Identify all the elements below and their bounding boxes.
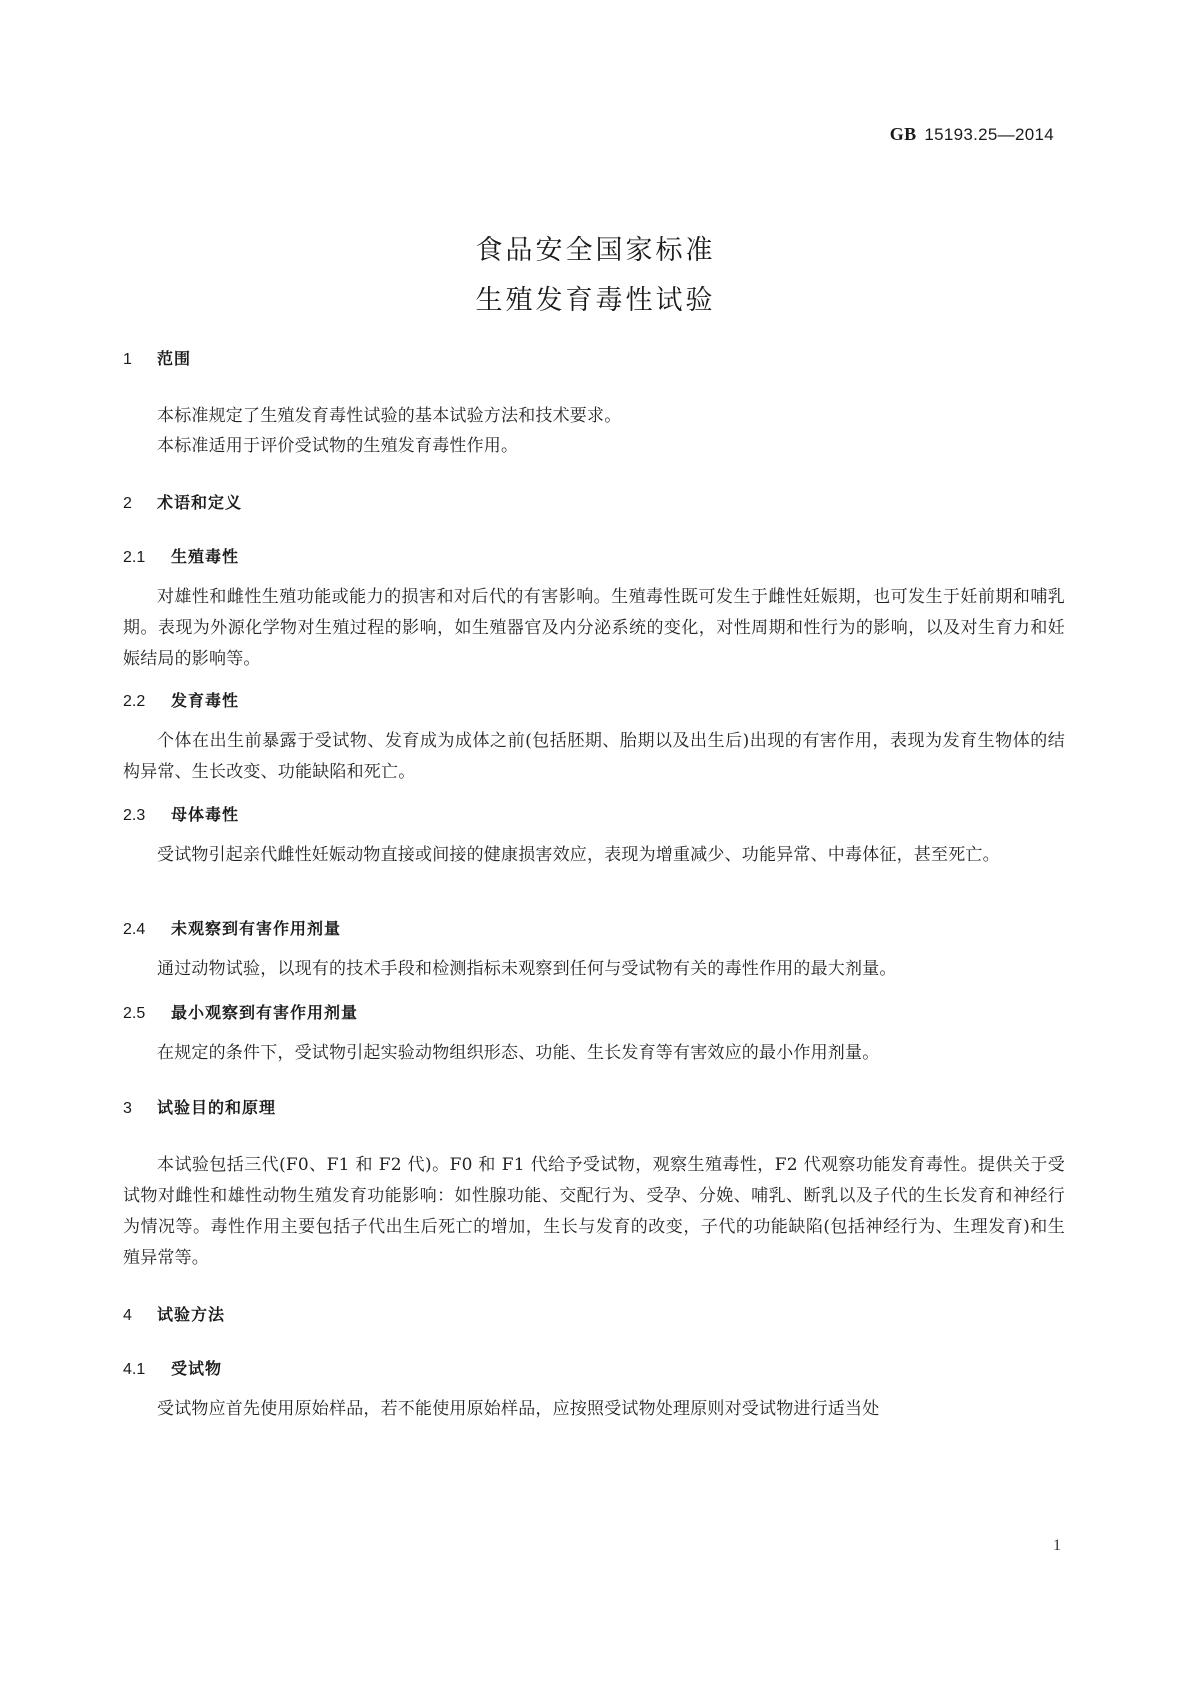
paragraph-2-5: 在规定的条件下，受试物引起实验动物组织形态、功能、生长发育等有害效应的最小作用剂量。 (157, 1043, 880, 1063)
section-heading-1 (123, 346, 191, 369)
section-title: 受试物 (171, 1359, 223, 1378)
section-heading-2-1 (123, 544, 239, 567)
section-heading-4-1 (123, 1356, 222, 1379)
section-heading-2 (123, 490, 242, 513)
paragraph-3: 本试验包括三代(F0、F1 和 F2 代)。F0 和 F1 代给予受试物，观察生殖毒性，F2 代观察功能发育毒性。提供关于受试物对雌性和雄性动物生殖发育功能影响：如性腺功能、交配行为、受孕、分娩、哺乳、断乳以及子代的生长发育和神经行为情况等。毒性作用主要包括子代出生后死亡的增加，生长与发育的改变，子代的功能缺陷(包括神经行为、生理发育)和生殖异常等。 (123, 1155, 1065, 1268)
page-number: 1 (1053, 1537, 1061, 1554)
section-heading-3 (123, 1095, 276, 1118)
section-number: 4.1 (123, 1361, 146, 1378)
section-title: 试验方法 (157, 1305, 226, 1324)
paragraph-scope-2: 本标准适用于评价受试物的生殖发育毒性作用。 (157, 436, 519, 456)
section-title: 术语和定义 (157, 493, 243, 512)
section-heading-2-4 (123, 916, 341, 939)
section-number: 4 (123, 1307, 132, 1324)
standard-number: 15193.25—2014 (924, 125, 1054, 144)
section-heading-4 (123, 1302, 225, 1325)
section-title: 母体毒性 (171, 805, 240, 824)
paragraph-scope-1: 本标准规定了生殖发育毒性试验的基本试验方法和技术要求。 (157, 406, 622, 426)
standard-prefix: GB (889, 124, 917, 144)
section-number: 3 (123, 1100, 132, 1117)
section-number: 2.5 (123, 1005, 146, 1022)
section-title: 未观察到有害作用剂量 (171, 919, 342, 938)
section-title: 范围 (157, 349, 192, 368)
section-title: 试验目的和原理 (157, 1098, 277, 1117)
section-number: 1 (123, 351, 132, 368)
section-number: 2.2 (123, 693, 146, 710)
paragraph-2-1: 对雄性和雌性生殖功能或能力的损害和对后代的有害影响。生殖毒性既可发生于雌性妊娠期，也可发生于妊前期和哺乳期。表现为外源化学物对生殖过程的影响，如生殖器官及内分泌系统的变化，对性周期和性行为的影响，以及对生育力和妊娠结局的影响等。 (123, 587, 1065, 669)
document-title-line-1: 食品安全国家标准 (475, 235, 716, 266)
document-title-line-2: 生殖发育毒性试验 (475, 285, 716, 316)
section-number: 2.1 (123, 549, 146, 566)
section-heading-2-3 (123, 802, 239, 825)
section-heading-2-2 (123, 688, 239, 711)
section-title: 最小观察到有害作用剂量 (171, 1003, 359, 1022)
section-number: 2.4 (123, 921, 146, 938)
paragraph-2-3: 受试物引起亲代雌性妊娠动物直接或间接的健康损害效应，表现为增重减少、功能异常、中毒体征，甚至死亡。 (157, 845, 1000, 865)
section-title: 生殖毒性 (171, 547, 240, 566)
section-number: 2 (123, 495, 132, 512)
paragraph-4-1: 受试物应首先使用原始样品，若不能使用原始样品，应按照受试物处理原则对受试物进行适当处 (157, 1399, 880, 1419)
paragraph-2-4: 通过动物试验，以现有的技术手段和检测指标未观察到任何与受试物有关的毒性作用的最大剂量。 (157, 959, 897, 979)
section-number: 2.3 (123, 807, 146, 824)
standard-code (890, 124, 1054, 145)
section-heading-2-5 (123, 1000, 358, 1023)
paragraph-2-2: 个体在出生前暴露于受试物、发育成为成体之前(包括胚期、胎期以及出生后)出现的有害作用，表现为发育生物体的结构异常、生长改变、功能缺陷和死亡。 (123, 731, 1065, 782)
section-title: 发育毒性 (171, 691, 240, 710)
